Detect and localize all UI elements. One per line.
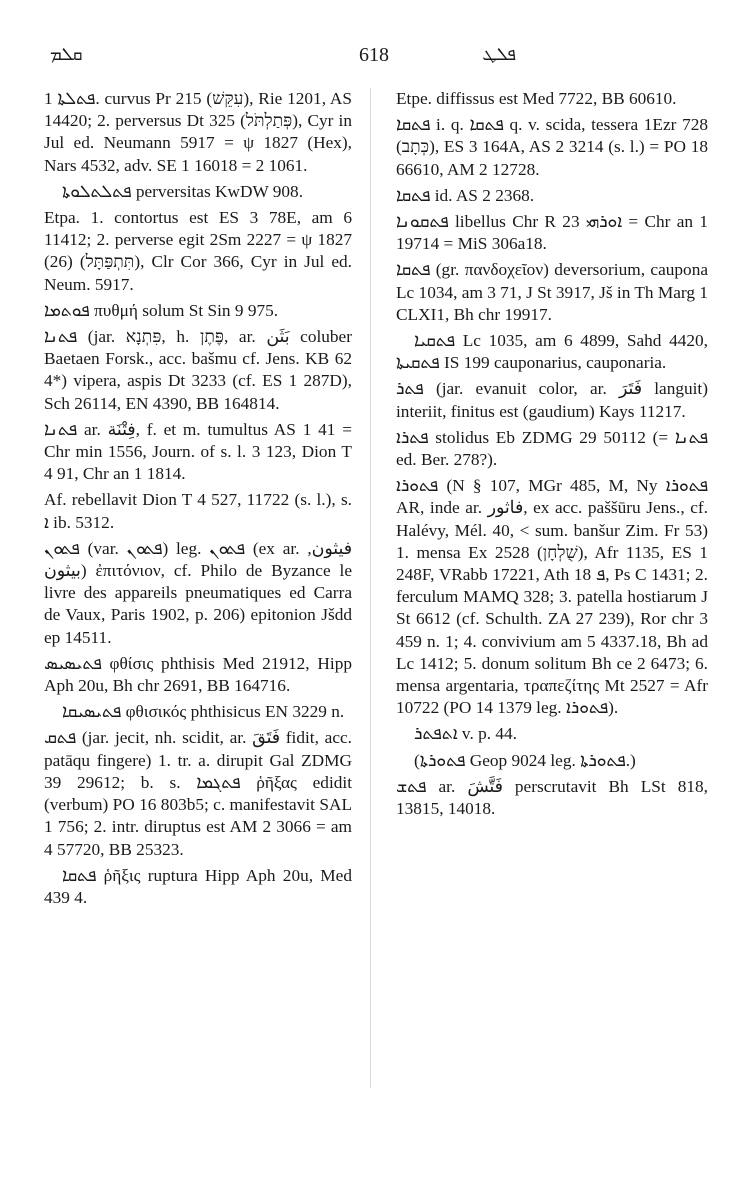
- entry: ܦܬܩܘܢܐ libellus Chr R ܐܘܪܗܝ 23 = Chr an 1 19714 = MiS 306a18.: [396, 212, 708, 254]
- entry: ܦܬܝܣܝܣ φθίσις phthisis Med 21912, Hipp Aph 20u, Bh chr 2691, BB 164716.: [44, 653, 352, 696]
- entry: ܦܬܠܬܐ 1. curvus Pr 215 (עִקֵּשׁ), Rie 1201, AS 14420; 2. perversus Dt 325 (פְּתַלְתֹּל), Cyr in Jul ed. Neumann 5917 = ψ 1827 (Hex), Nars 4532, adv. SE 1 16018 = 2 1061.: [44, 89, 352, 175]
- entry: (ܦܬܘܪܬܐ Geop 9024 leg. ܦܬܘܪܬܐ.): [414, 750, 636, 770]
- entry: ܦܬܩܐ ῥῆξις ruptura Hipp Aph 20u, Med 439 4.: [44, 865, 352, 907]
- entry: Etpa. 1. contortus est ES 3 78E, am 6 11412; 2. perverse egit 2Sm 2227 = ψ 1827 (26) (תִּתְפַּתָּל), Clr Cor 366, Cyr in Jul ed. Neum. 5917.: [44, 208, 352, 294]
- entry: ܦܬܘܢ (var. ܦܬܘܢ) leg. ܦܬܘܢ (ex ar. فيثون, بيثون) ἐπιτόνιον, cf. Philo de Byzance le livre des appareils pneumatiques ed Carra de Vaux, Paris 1902, p. 206) epitonion Jšdd ep 14511.: [44, 538, 352, 647]
- column-divider: [370, 88, 371, 1088]
- header-right-word: ܦܠܛ: [482, 44, 516, 64]
- entry: ܦܬܫ ar. فَتَّشَ perscrutavit Bh LSt 818, 13815, 14018.: [396, 776, 708, 819]
- entry: ܦܬܩܐ i. q. ܦܬܩܐ q. v. scida, tessera 1Ezr 728 (כְּתָב), ES 3 164A, AS 2 3214 (s. l.) = PO 18 66610, AM 2 12728.: [396, 115, 708, 179]
- entry: ܦܬܠܬܠܘܬܐ perversitas KwDW 908.: [62, 181, 304, 201]
- running-header: [36, 44, 712, 74]
- entry: ܦܘܬܡܐ πυθμή solum St Sin 9 975.: [44, 300, 279, 320]
- entry: ܦܬܢܐ (jar. פִּתְנָא, h. פֶּתֶן, ar. بَثَن coluber Baetaen Forsk., acc. bašmu cf. Jens. KB 62 4*) vipera, aspis Dt 3233 (cf. ES 1 287D), Sch 26114, EN 4390, BB 164814.: [44, 327, 352, 413]
- entry: ܦܬܩܐ (gr. πανδοχεῖον) deversorium, caupona Lc 1034, am 3 71, J St 3917, Jš in Th Marg 1 CLXI1, Bh chr 19917.: [396, 260, 708, 324]
- entry: ܦܬܩܐ id. AS 2 2368.: [396, 185, 535, 205]
- page-number: 618: [359, 44, 389, 66]
- entry: Af. rebellavit Dion T 4 527, 11722 (s. l.), s. ܐ ib. 5312.: [44, 490, 352, 532]
- header-left-word: ܩܠܡ: [50, 44, 83, 64]
- entry: ܦܬܪܐ stolidus Eb ZDMG 29 50112 (= ܦܬܢܐ ed. Ber. 278?).: [396, 427, 708, 470]
- entry: ܦܬܘܪܐ (N § 107, MGr 485, M, Ny ܦܬܘܪܐ AR, inde ar. فاثور, ex acc. paššūru Jens., cf. Halévy, Mél. 40, < sum. banšur Zim. Fr 53) 1. mensa Ex 2528 (שֻׁלְחָן), Afr 1135, ES 1 248F, VRabb 17221, Ath ܦ 18, Ps C 1431; 2. ferculum MAMQ 328; 3. patella hostiarum J St 6612 (cf. Schulth. ZA 27 239), Ror chr 3 459 n. 1; 4. convivium am 5 4337.18, Bh ad Lc 1412; 5. donum solitum Bh ce 2 6473; 6. mensa argentaria, τραπεζίτης Mt 2527 = Afr 10722 (PO 14 1379 leg. ܦܬܘܪܐ).: [396, 476, 709, 718]
- entry: ܦܬܪ (jar. evanuit color, ar. فَتَرَ languit) interiit, finitus est (gaudium) Kays 11217.: [396, 379, 708, 421]
- entry: Etpe. diffissus est Med 7722, BB 60610.: [396, 89, 677, 108]
- entry: ܦܬܩ (jar. jecit, nh. scidit, ar. فَتَقَ fidit, acc. patāqu fingere) 1. tr. a. dirupit Gal ZDMG 39 29612; b. s. ܦܬܓܡܐ ῥῆξας edidit (verbum) PO 16 803b5; c. manifestavit SAL 1 756; 2. intr. diruptus est AM 2 3066 = am 4 57720, BB 25323.: [44, 728, 352, 859]
- entry: ܦܬܢܐ ar. فِتْنَة, f. et m. tumultus AS 1 41 = Chr min 1556, Journ. of s. l. 3 123, Dion T 4 91, Chr an 1 1814.: [44, 419, 352, 484]
- entry: ܦܬܩܝܐ Lc 1035, am 6 4899, Sahd 4420, ܦܬܩܝܬܐ IS 199 cauponarius, cauponaria.: [396, 331, 708, 373]
- left-column: [44, 88, 352, 913]
- right-column: [396, 88, 708, 824]
- entry: ܐܬܦܬܪ v. p. 44.: [414, 724, 517, 744]
- entry: ܦܬܝܣܝܩܐ φθισικός phthisicus EN 3229 n.: [62, 702, 345, 722]
